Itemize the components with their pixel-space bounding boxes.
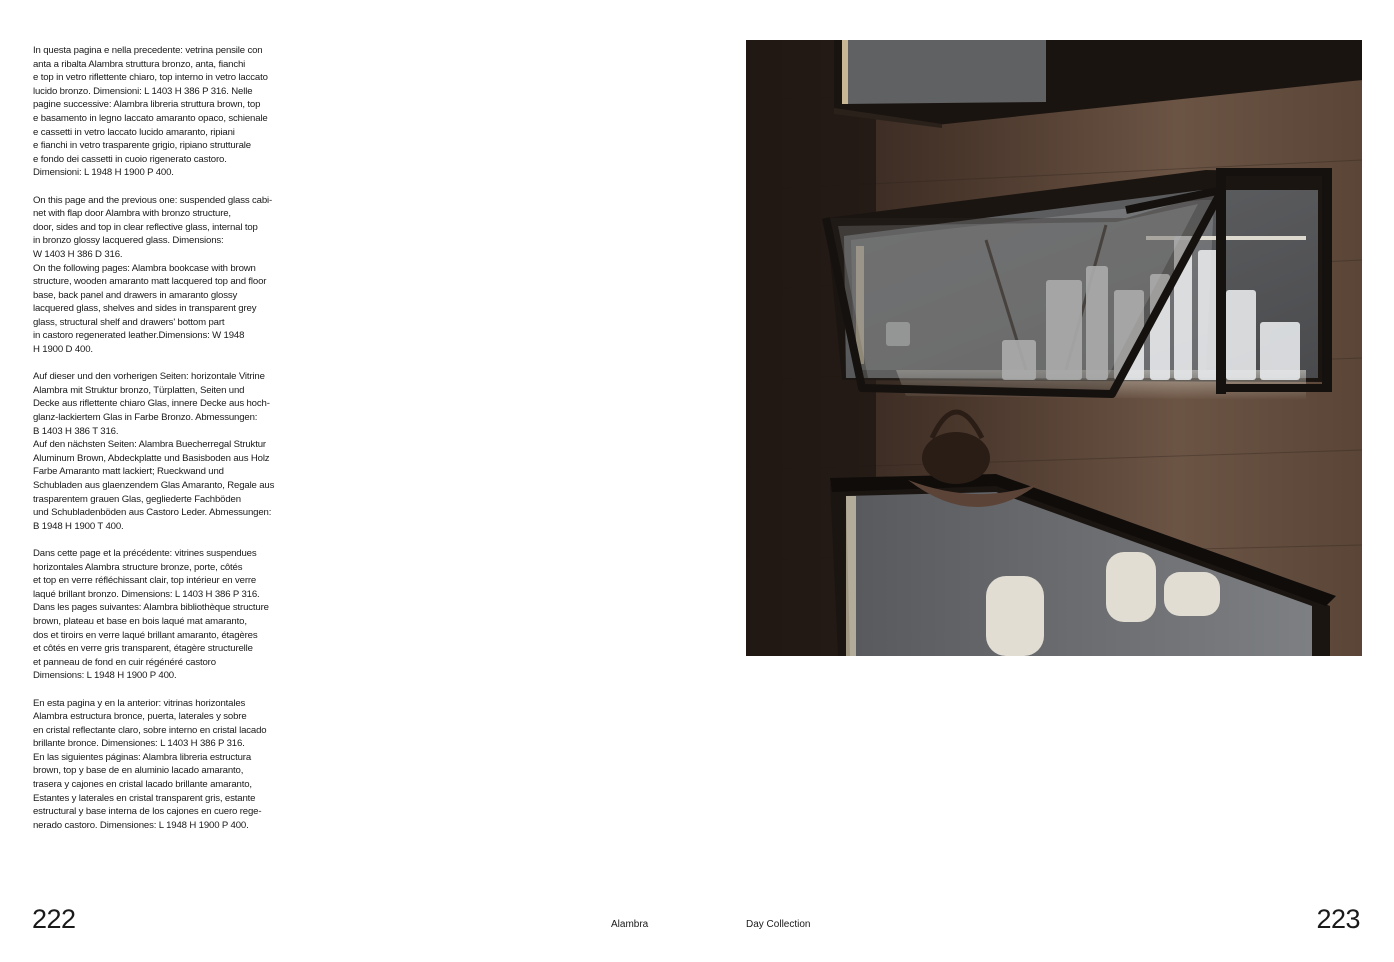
caption-paragraph: En las siguientes páginas: Alambra libreria estructura brown, top y base de en aluminio lacado amaranto, trasera y cajones en cristal lacado brillante amaranto, Estantes y laterales en cristal transparent gris, estante estructural y base interna de los cajones en cuero rege- nerado castoro. Dimensiones: L 1948 H 1900 P 400.: [33, 751, 262, 831]
caption-spanish: [33, 697, 285, 833]
caption-paragraph: On this page and the previous one: suspended glass cabi- net with flap door Alambra with bronzo structure, door, sides and top in clear reflective glass, internal top in bronzo glossy lacquered glass. Dimensions: W 1403 H 386 D 316.: [33, 194, 273, 260]
caption-paragraph: Dans cette page et la précédente: vitrines suspendues horizontales Alambra structure bronze, porte, côtés et top en verre réfléchissant clair, top intérieur en verre laqué brillant bronzo. Dimensions: L 1403 H 386 P 316.: [33, 547, 260, 600]
caption-paragraph: Dans les pages suivantes: Alambra bibliothèque structure brown, plateau et base en bois laqué mat amaranto, dos et tiroirs en verre laqué brillant amaranto, étagères et côtés en verre gris transparent, étagère structurelle et panneau de fond en cuir régénéré castoro Dimensions: L 1948 H 1900 P 400.: [33, 602, 269, 682]
caption-paragraph: Auf dieser und den vorherigen Seiten: horizontale Vitrine Alambra mit Struktur bronzo, Türplatten, Seiten und Decke aus riflettente chiaro Glas, innere Decke aus hoch- glanz-lackiertem Glas in Farbe Bronzo. Abmessungen: B 1403 H 386 T 316.: [33, 371, 270, 437]
cabinet-illustration: [746, 40, 1362, 656]
caption-paragraph: In questa pagina e nella precedente: vetrina pensile con anta a ribalta Alambra struttura bronzo, anta, fianchi e top in vetro riflettente chiaro, top interno in vetro laccato lucido bronzo. Dimensioni: L 1403 H 386 P 316. Nelle pagine successive: Alambra libreria struttura brown, top e basamento in legno laccato amaranto opaco, schienale e cassetti in vetro laccato lucido amaranto, ripiani e fianchi in vetro trasparente grigio, ripiano strutturale e fondo dei cassetti in cuoio rigenerato castoro. Dimensioni: L 1948 H 1900 P 400.: [33, 45, 268, 179]
caption-paragraph: En esta pagina y en la anterior: vitrinas horizontales Alambra estructura bronce, puerta, laterales y sobre en cristal reflectante claro, sobre interno en cristal lacado brillante bronce. Dimensiones: L 1403 H 386 P 316.: [33, 697, 267, 750]
product-photo: [746, 40, 1362, 656]
caption-german: [33, 370, 285, 533]
caption-paragraph: Auf den nächsten Seiten: Alambra Buecherregal Struktur Aluminum Brown, Abdeckplatte und Basisboden aus Holz Farbe Amaranto matt lackiert; Rueckwand und Schubladen aus glaenzendem Glas Amaranto, Regale aus trasparentem grauen Glas, gegliederte Fachböden und Schubladenböden aus Castoro Leder. Abmessungen: B 1948 H 1900 T 400.: [33, 439, 275, 532]
page-number-left: 222: [32, 904, 76, 934]
woven-basket: [922, 432, 990, 484]
caption-english: [33, 194, 285, 357]
caption-column: [33, 44, 285, 846]
caption-paragraph: On the following pages: Alambra bookcase with brown structure, wooden amaranto matt lacquered top and floor base, back panel and drawers in amaranto glossy lacquered glass, shelves and sides in transparent grey glass, structural shelf and drawers' bottom part in castoro regenerated leather.Dimensions: W 1948 H 1900 D 400.: [33, 262, 267, 356]
caption-italian: [33, 44, 285, 180]
footer-collection-name: Day Collection: [746, 919, 811, 930]
page-number-right: 223: [1316, 904, 1360, 934]
caption-french: [33, 547, 285, 683]
footer-product-name: Alambra: [611, 919, 649, 930]
